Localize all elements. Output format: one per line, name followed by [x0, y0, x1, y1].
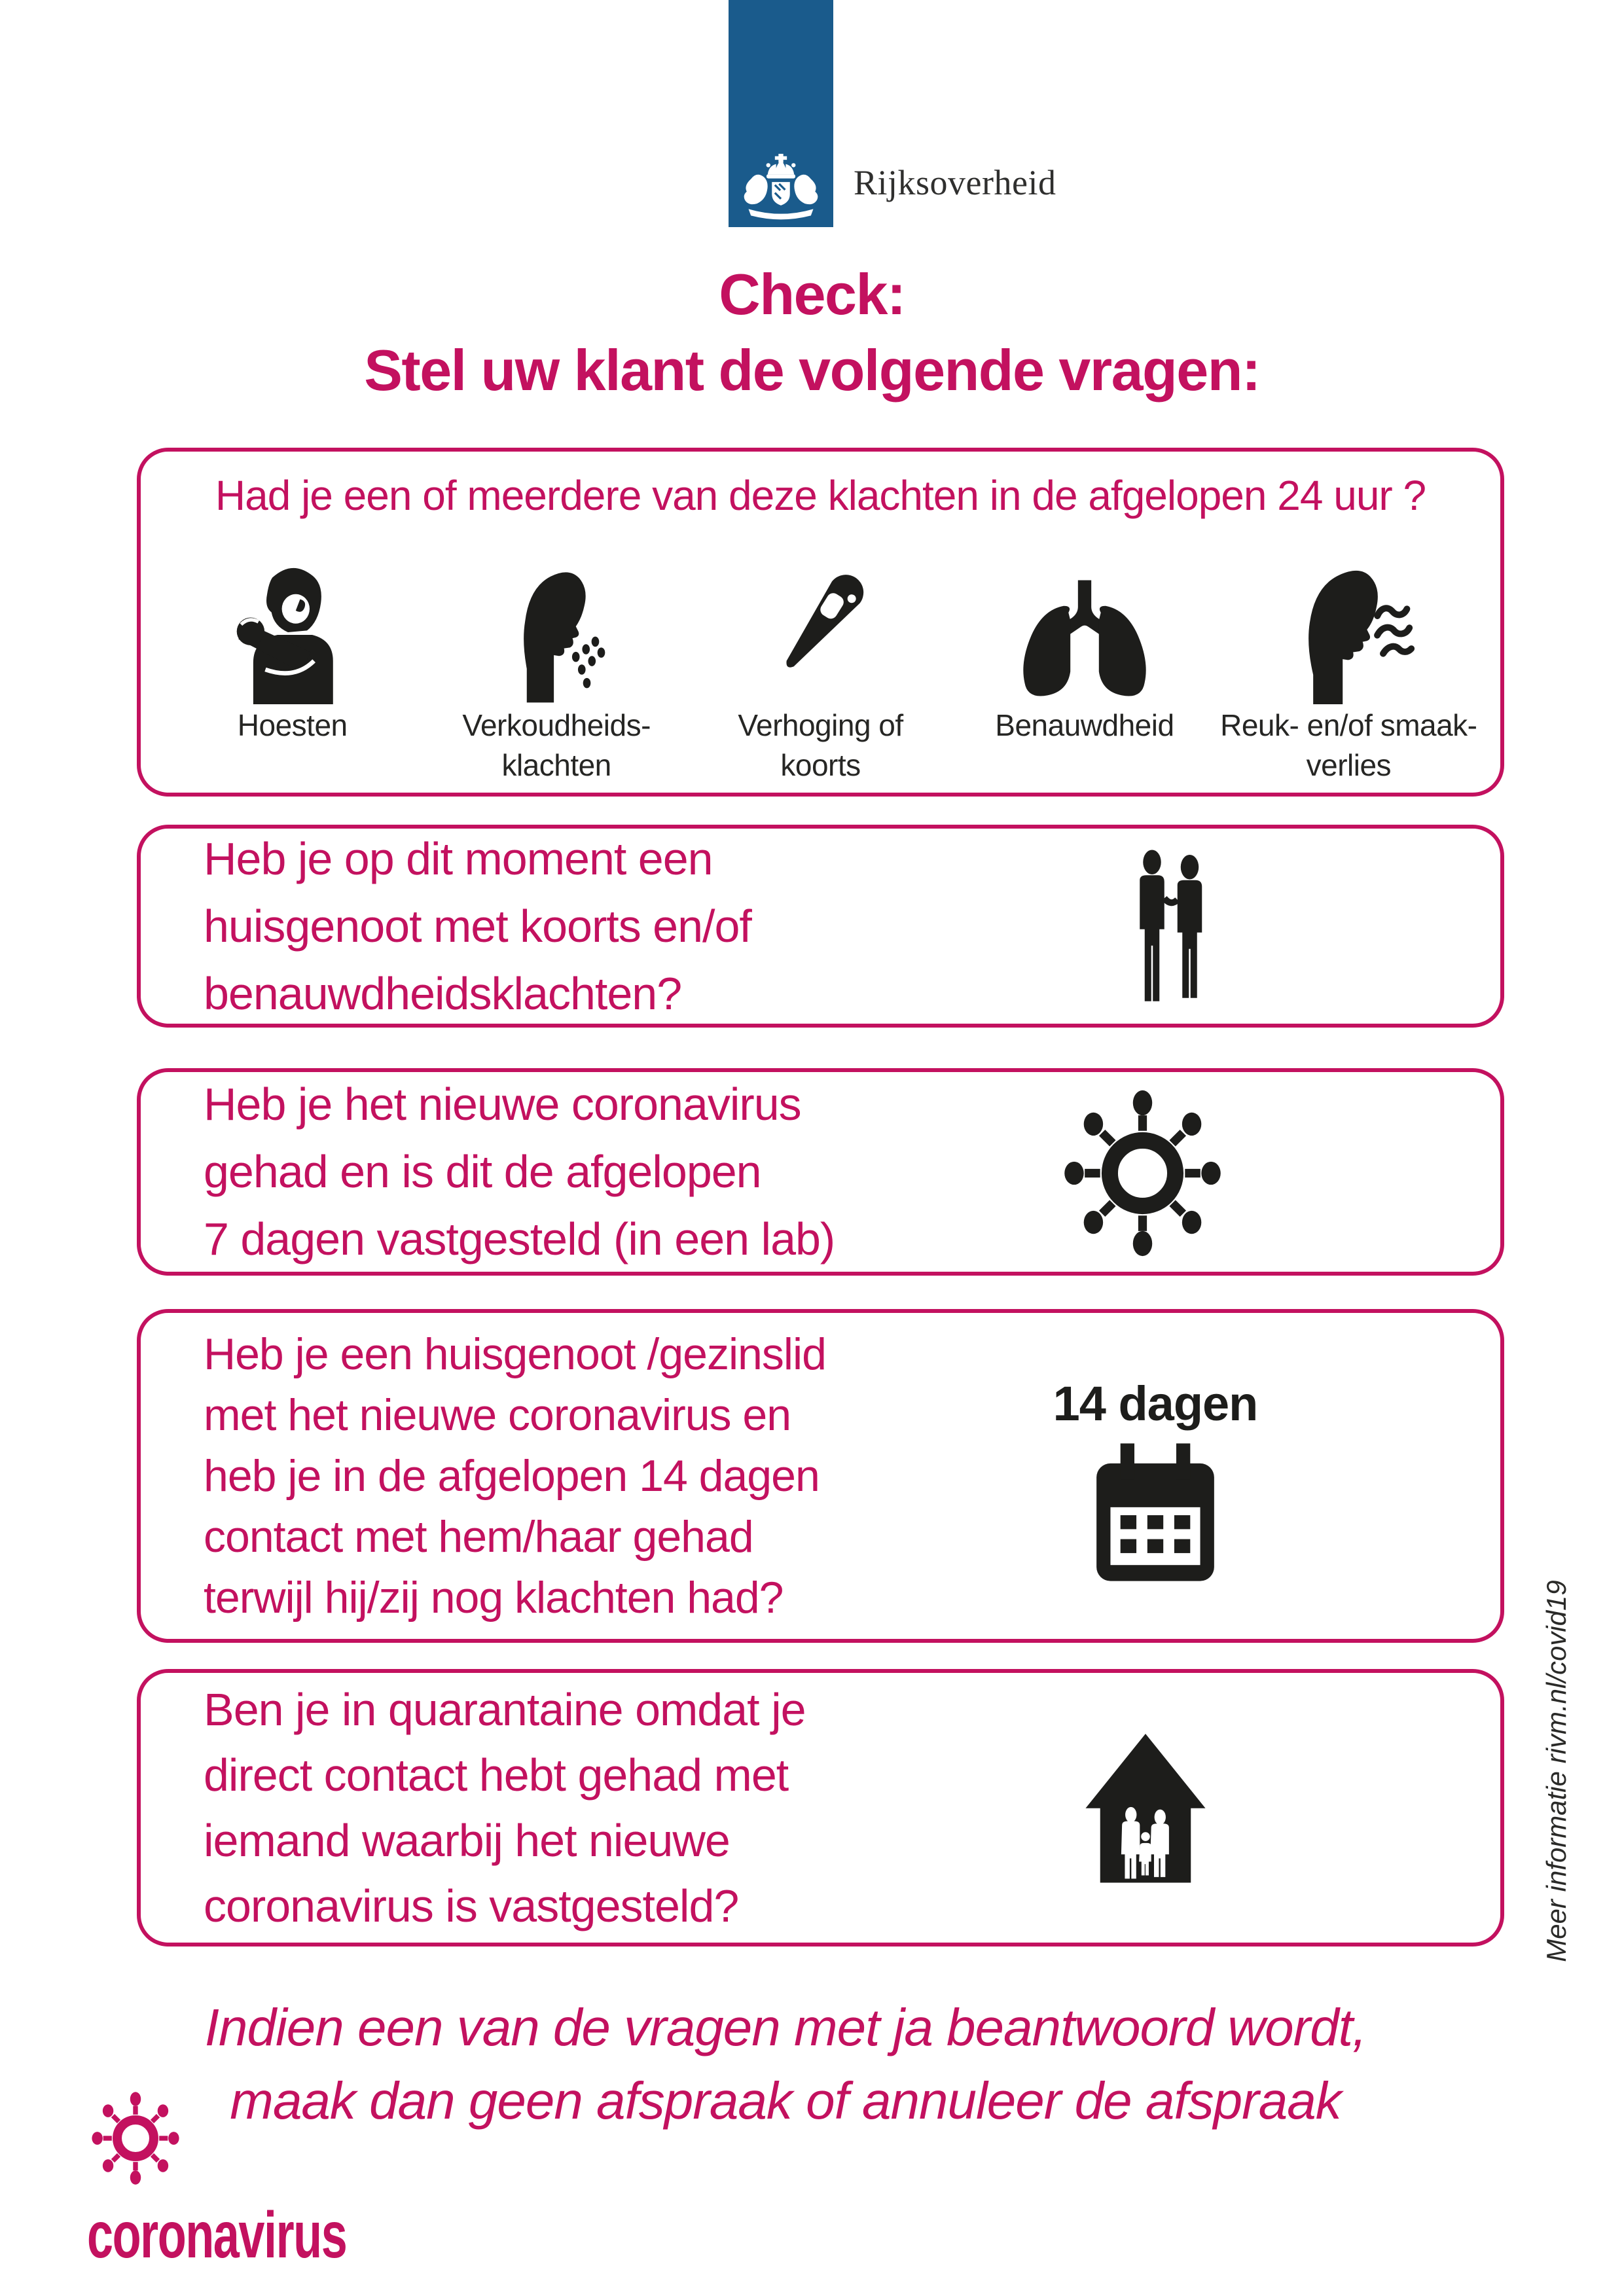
symptom-verhoging-of-koorts [689, 547, 952, 784]
lungs-icon [1013, 580, 1156, 704]
symptom-verkoudheidsklachten [424, 547, 688, 784]
symptom-hoesten [160, 547, 424, 784]
symptom-label: Benauwdheid [995, 708, 1174, 742]
question-line: direct contact hebt gehad met [204, 1749, 789, 1801]
symptom-label-2: klachten [501, 748, 611, 782]
symptom-benauwdheid [952, 547, 1216, 784]
question-line: coronavirus is vastgesteld? [204, 1880, 739, 1931]
symptom-label: Hoesten [237, 708, 348, 742]
question-text [204, 1673, 806, 1943]
symptom-reuk-smaakverlies [1217, 547, 1481, 784]
question-box-housemate-fever [137, 825, 1504, 1028]
question-text [204, 1072, 835, 1272]
question-text [204, 829, 751, 1024]
coronavirus-virus-icon [87, 2090, 184, 2187]
rijksoverheid-coat-of-arms-icon [738, 154, 824, 226]
symptom-label: Verhoging of [738, 708, 903, 742]
symptom-label: Reuk- en/of smaak- [1220, 708, 1477, 742]
symptom-label-2: koorts [780, 748, 861, 782]
question-line: 7 dagen vastgesteld (in een lab) [204, 1213, 835, 1265]
question-box-symptoms [137, 448, 1504, 797]
page-title [0, 257, 1624, 408]
question-box-had-coronavirus [137, 1068, 1504, 1276]
question-line: benauwdheidsklachten? [204, 967, 682, 1019]
more-info-text: Meer informatie rivm.nl/covid19 [1541, 1580, 1572, 1962]
rijksoverheid-wordmark: Rijksoverheid [854, 163, 1056, 202]
question-line: Heb je een huisgenoot /gezinslid [204, 1329, 826, 1379]
virus-icon [1056, 1086, 1229, 1260]
house-family-icon [1058, 1731, 1233, 1884]
advice-line-2: maak dan geen afspraak of annuleer de afspraak [230, 2072, 1341, 2130]
cough-icon [235, 565, 350, 704]
coronavirus-wordmark: coronavirus [87, 2198, 347, 2272]
advice-line-1: Indien een van de vragen met ja beantwoord wordt, [204, 1998, 1367, 2056]
question-box-housemate-contact [137, 1309, 1504, 1643]
rijksoverheid-banner [729, 0, 833, 227]
question-text [204, 1313, 826, 1639]
14-dagen-caption: 14 dagen [1053, 1376, 1258, 1431]
smell-loss-icon [1282, 565, 1416, 704]
question-line: huisgenoot met koorts en/of [204, 900, 751, 952]
question-line: terwijl hij/zij nog klachten had? [204, 1572, 784, 1623]
question-line: iemand waarbij het nieuwe [204, 1815, 730, 1866]
symptom-label-2: verlies [1306, 748, 1392, 782]
question-text: Had je een of meerdere van deze klachten in de afgelopen 24 uur ? [215, 472, 1426, 519]
question-box-quarantine [137, 1669, 1504, 1946]
title-line-2: Stel uw klant de volgende vragen: [364, 338, 1260, 403]
question-line: Heb je op dit moment een [204, 833, 713, 884]
question-line: contact met hem/haar gehad [204, 1511, 753, 1562]
title-line-1: Check: [719, 262, 905, 327]
calendar-icon [1091, 1443, 1220, 1583]
question-line: met het nieuwe coronavirus en [204, 1390, 791, 1440]
sneeze-icon [501, 565, 611, 704]
question-line: heb je in de afgelopen 14 dagen [204, 1450, 820, 1501]
coronavirus-logo [87, 2090, 447, 2273]
question-line: Ben je in quarantaine omdat je [204, 1684, 806, 1735]
thermometer-icon [755, 547, 886, 704]
question-line: gehad en is dit de afgelopen [204, 1146, 761, 1197]
couple-icon [1126, 849, 1224, 1005]
question-line: Heb je het nieuwe coronavirus [204, 1079, 801, 1130]
symptom-row [160, 547, 1481, 784]
symptom-label: Verkoudheids- [462, 708, 651, 742]
